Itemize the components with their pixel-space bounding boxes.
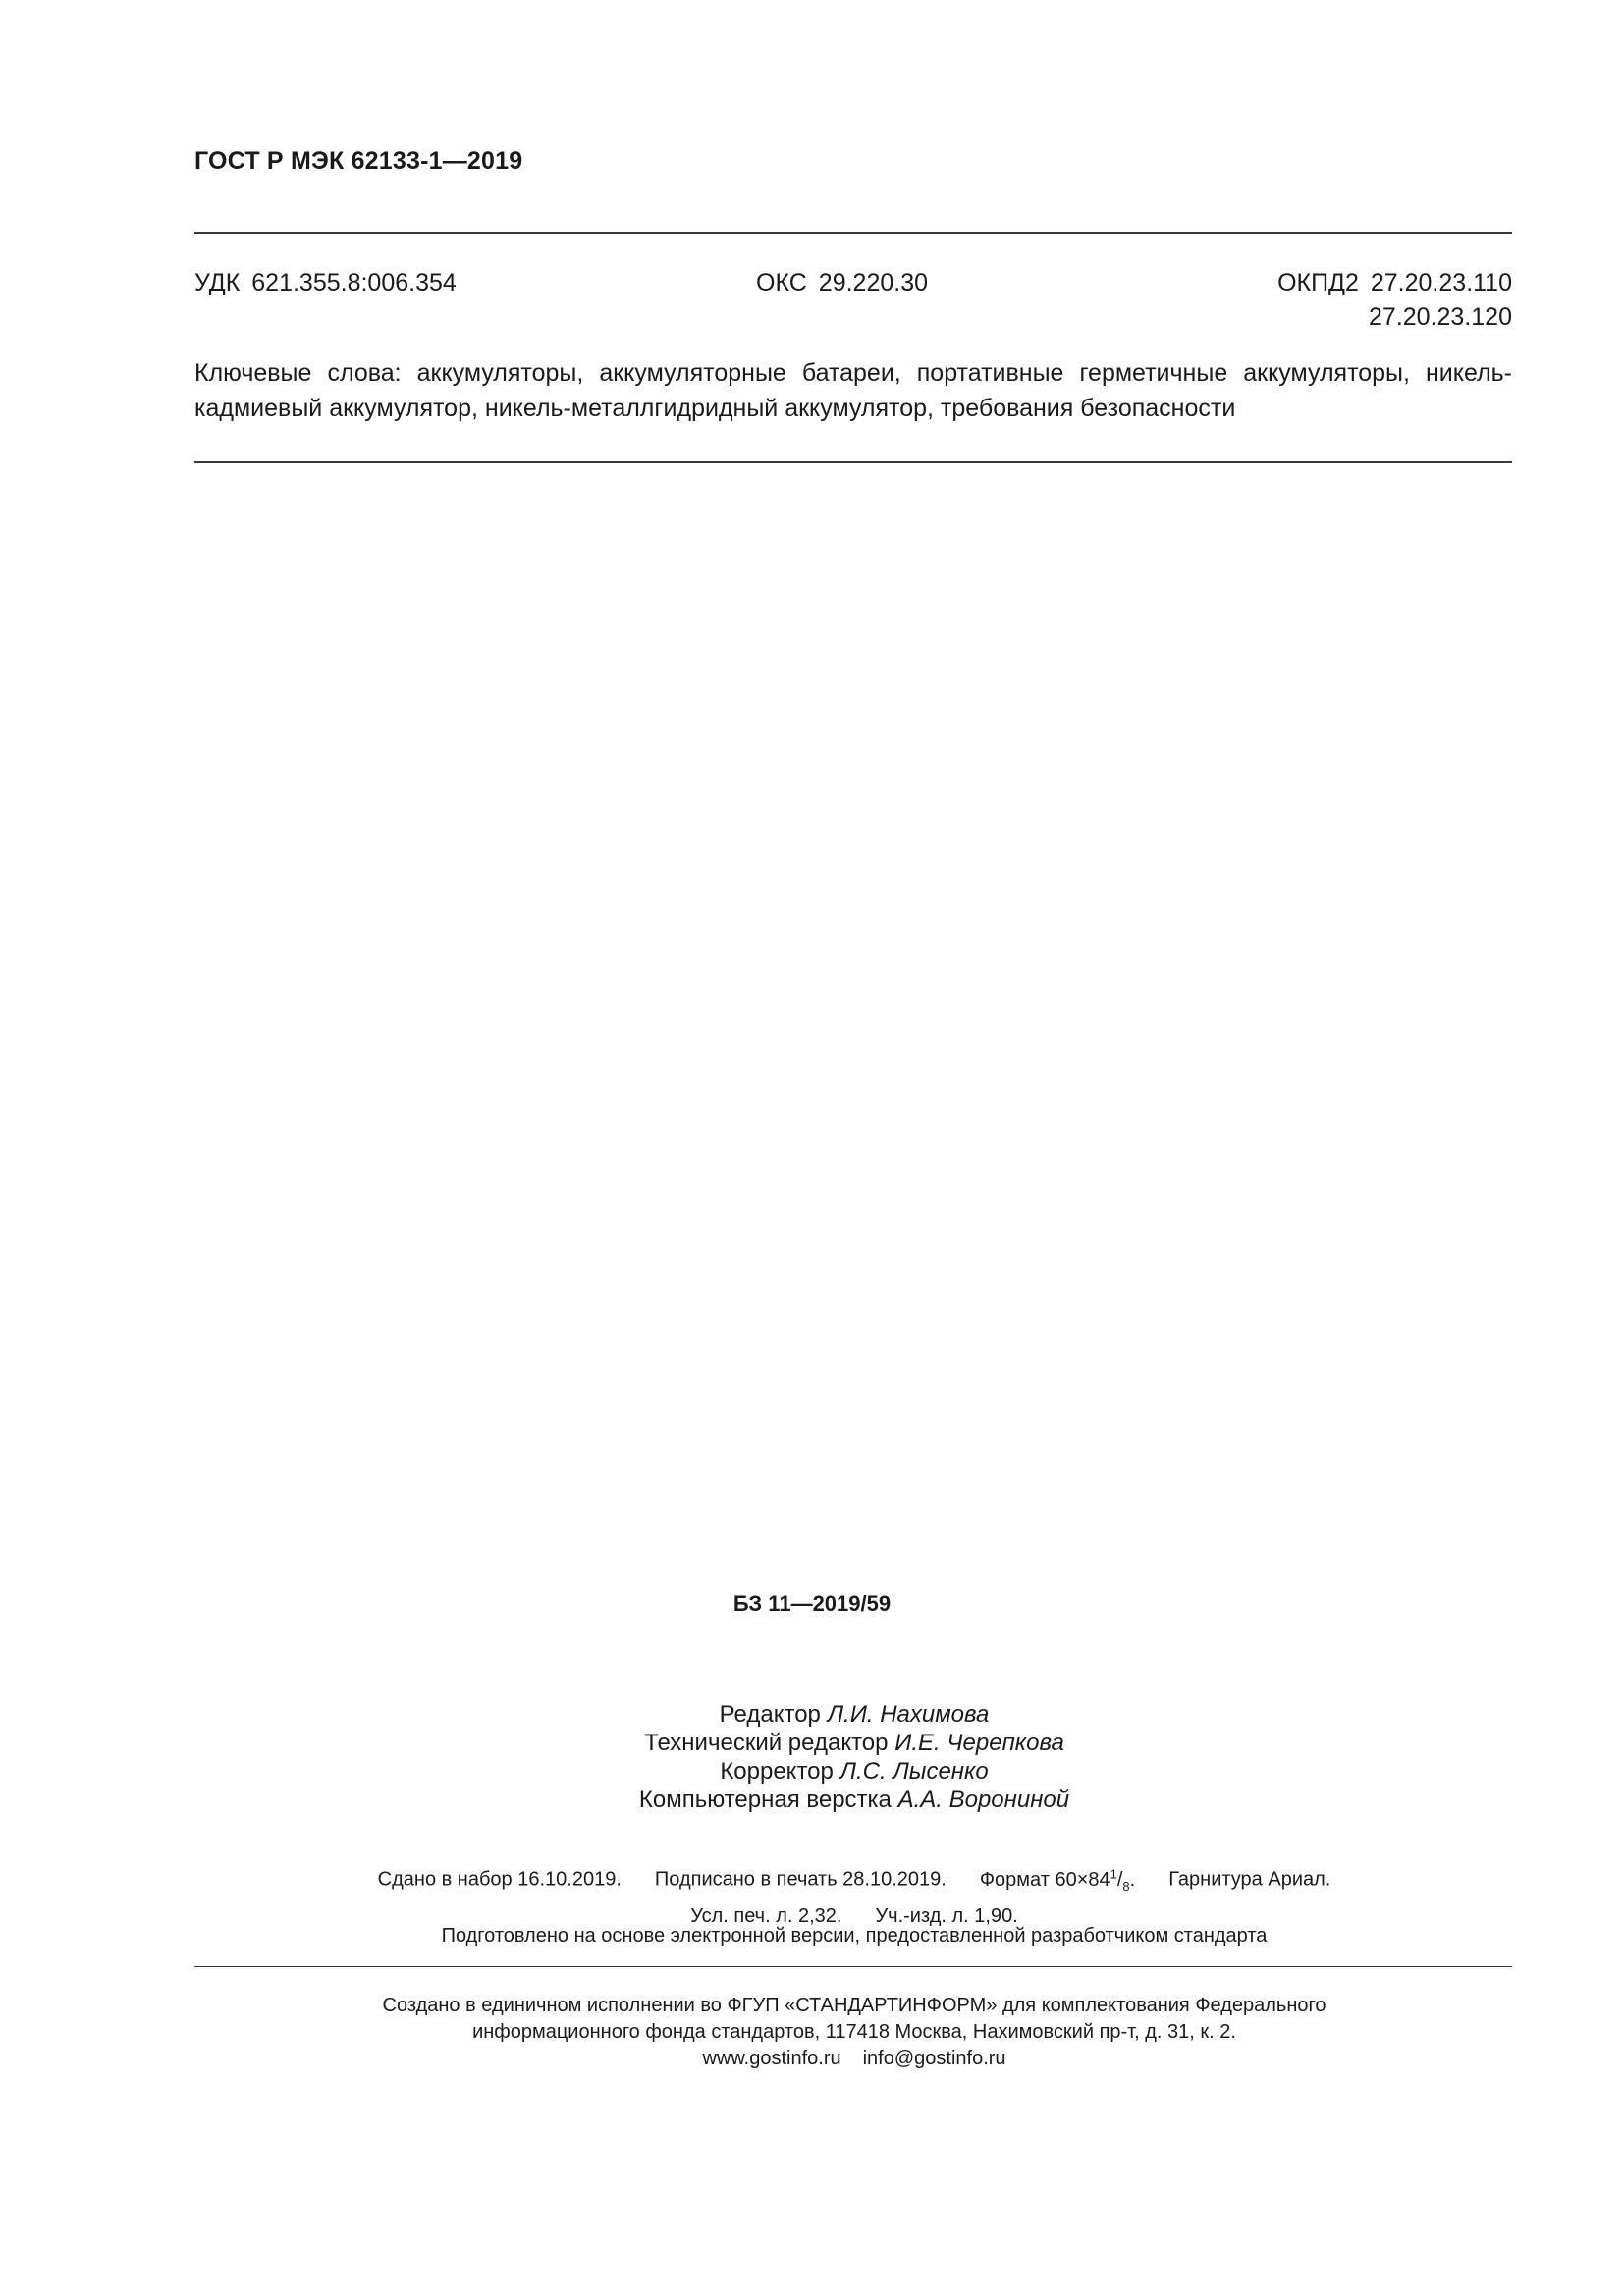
print-sheets: Усл. печ. л. 2,32. xyxy=(690,1904,842,1927)
oks-label: ОКС xyxy=(756,269,807,296)
okpd-label: ОКПД2 xyxy=(1277,269,1359,296)
website-link[interactable]: www.gostinfo.ru xyxy=(702,2048,841,2069)
keywords-text: аккумуляторы, аккумуляторные батареи, портативные герметичные аккумуляторы, никель-кадмиевый аккумулятор, никель-металлгидридный аккумулятор, требования безопасности xyxy=(194,359,1512,422)
credit-name: А.А. Ворониной xyxy=(897,1787,1070,1813)
keywords-paragraph xyxy=(194,355,1512,426)
credit-name: Л.С. Лысенко xyxy=(839,1758,989,1785)
imprint-line-1 xyxy=(0,1859,1624,1901)
oks-value: 29.220.30 xyxy=(818,269,929,296)
udk-label: УДК xyxy=(194,269,241,296)
okpd-value-2: 27.20.23.120 xyxy=(1369,303,1512,331)
okpd-value-1: 27.20.23.110 xyxy=(1370,269,1512,296)
credit-line xyxy=(0,1786,1624,1814)
signed-date: Подписано в печать 28.10.2019. xyxy=(654,1868,947,1891)
bz-number: БЗ 11—2019/59 xyxy=(732,1591,892,1616)
publishing-sheets: Уч.-изд. л. 1,90. xyxy=(875,1904,1018,1927)
okpd-code xyxy=(1277,266,1512,335)
prepared-note: Подготовлено на основе электронной версии, предоставленной разработчиком стандарта xyxy=(441,1925,1268,1947)
submitted-date: Сдано в набор 16.10.2019. xyxy=(377,1868,622,1891)
publisher-line-2: информационного фонда стандартов, 117418 Москва, Нахимовский пр-т, д. 31, к. 2. xyxy=(472,2021,1236,2043)
credit-role: Корректор xyxy=(720,1758,834,1785)
email-link[interactable]: info@gostinfo.ru xyxy=(862,2048,1006,2069)
credit-role: Технический редактор xyxy=(644,1730,889,1756)
credit-role: Компьютерная верстка xyxy=(638,1787,892,1813)
publisher-info xyxy=(0,1993,1624,2072)
udk-value: 621.355.8:006.354 xyxy=(251,269,457,296)
credit-name: И.Е. Черепкова xyxy=(894,1730,1064,1756)
publisher-line-1: Создано в единичном исполнении во ФГУП «СТАНДАРТИНФОРМ» для комплектования Федерального xyxy=(382,1995,1326,2016)
credit-role: Редактор xyxy=(719,1701,821,1728)
oks-code xyxy=(756,266,928,300)
paper-format: Формат $60\times 84^1/_8$. xyxy=(979,1866,1136,1894)
publisher-contacts xyxy=(0,2046,1624,2072)
credit-line xyxy=(0,1757,1624,1786)
page-title: ГОСТ Р МЭК 62133-1—2019 xyxy=(194,147,523,175)
udk-code xyxy=(194,266,457,300)
credit-line xyxy=(0,1700,1624,1729)
credit-line xyxy=(0,1729,1624,1757)
keywords-divider xyxy=(194,461,1512,463)
credits-block xyxy=(0,1700,1624,1814)
top-divider xyxy=(194,232,1512,234)
imprint-block xyxy=(0,1859,1624,1931)
typeface: Гарнитура Ариал. xyxy=(1168,1868,1331,1891)
keywords-label: Ключевые слова: xyxy=(194,359,402,387)
credit-name: Л.И. Нахимова xyxy=(827,1701,990,1728)
bottom-divider xyxy=(194,1966,1512,1967)
